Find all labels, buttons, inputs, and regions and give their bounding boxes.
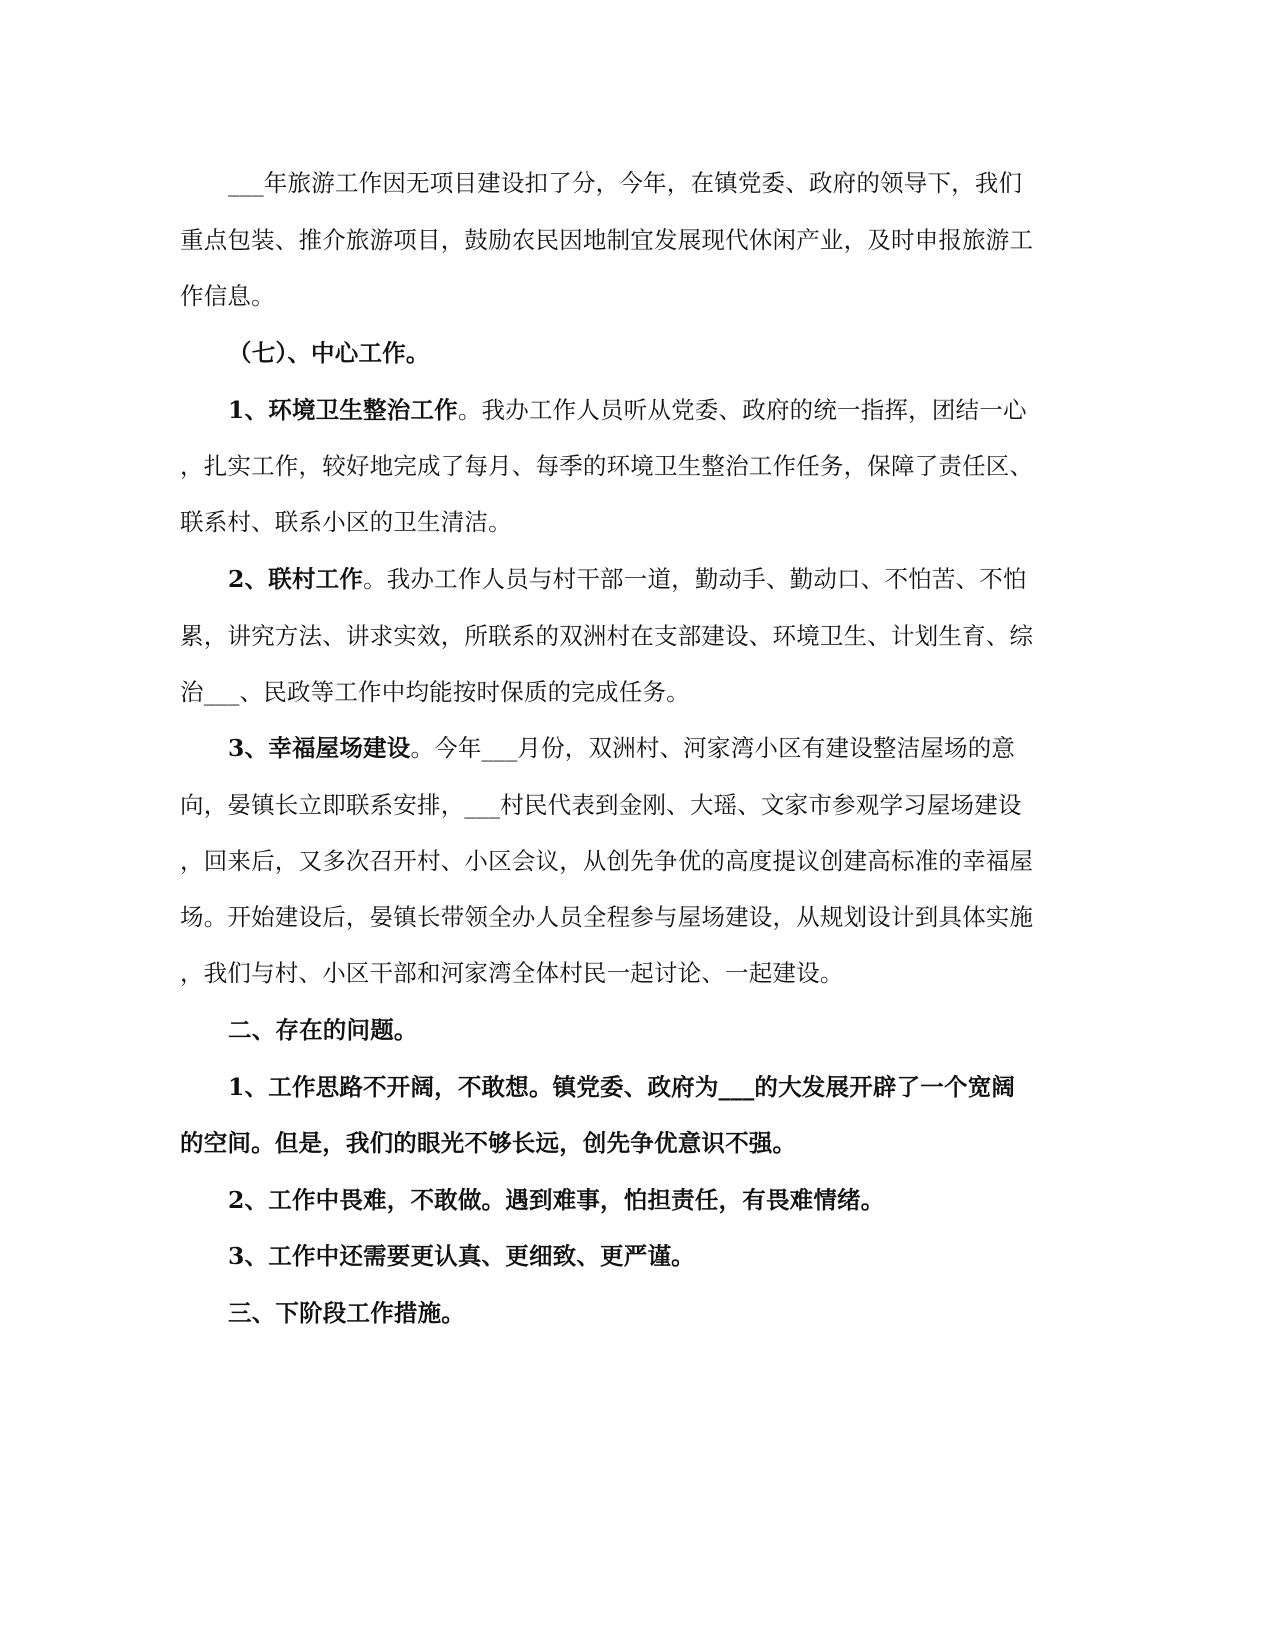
text-line (228, 1298, 465, 1328)
bold-text: 3、幸福屋场建设 (228, 734, 411, 762)
text-line (180, 225, 1033, 255)
body-text: 。今年___月份，双洲村、河家湾小区有建设整洁屋场的意 (410, 734, 1016, 762)
text-line (180, 451, 1033, 481)
text-line (228, 733, 1015, 763)
text-line (228, 1185, 884, 1215)
bold-text: （七）、中心工作。 (228, 339, 430, 367)
text-line (180, 958, 844, 988)
body-text: 治___、民政等工作中均能按时保质的完成任务。 (180, 678, 690, 706)
body-text: 累，讲究方法、讲求实效，所联系的双洲村在支部建设、环境卫生、计划生育、综 (180, 622, 1034, 650)
body-text: 向，晏镇长立即联系安排，___村民代表到金刚、大瑶、文家市参观学习屋场建设 (180, 791, 1022, 819)
body-text: ，我们与村、小区干部和河家湾全体村民一起讨论、一起建设。 (180, 959, 844, 987)
body-text: 场。开始建设后，晏镇长带领全办人员全程参与屋场建设，从规划设计到具体实施 (180, 903, 1034, 931)
text-line (180, 281, 275, 311)
bold-text: 2、联村工作 (228, 565, 364, 593)
text-line (228, 1015, 418, 1045)
bold-text: 1、工作思路不开阔，不敢想。镇党委、政府为___的大发展开辟了一个宽阔 (228, 1073, 1016, 1101)
text-line (228, 338, 430, 368)
text-line (228, 395, 1027, 425)
body-text: 。我办工作人员听从党委、政府的统一指挥，团结一心 (457, 396, 1027, 424)
text-line (180, 902, 1033, 932)
body-text: 联系村、联系小区的卫生清洁。 (180, 508, 512, 536)
text-line (228, 1241, 695, 1271)
text-line (228, 564, 1027, 594)
text-line (180, 677, 690, 707)
body-text: ___年旅游工作因无项目建设扣了分，今年，在镇党委、政府的领导下，我们 (228, 169, 1023, 197)
bold-text: 1、环境卫生整治工作 (228, 396, 458, 424)
body-text: 重点包装、推介旅游项目，鼓励农民因地制宜发展现代休闲产业，及时申报旅游工 (180, 226, 1034, 254)
bold-text: 2、工作中畏难，不敢做。遇到难事，怕担责任，有畏难情绪。 (228, 1186, 885, 1214)
text-line (180, 621, 1033, 651)
bold-text: 二、存在的问题。 (228, 1016, 418, 1044)
bold-text: 三、下阶段工作措施。 (228, 1299, 465, 1327)
body-text: ，回来后，又多次召开村、小区会议，从创先争优的高度提议创建高标准的幸福屋 (180, 847, 1034, 875)
bold-text: 3、工作中还需要更认真、更细致、更严谨。 (228, 1242, 695, 1270)
body-text: 作信息。 (180, 282, 275, 310)
bold-text: 的空间。但是，我们的眼光不够长远，创先争优意识不强。 (180, 1129, 797, 1157)
text-line (228, 1072, 1015, 1102)
text-line (180, 846, 1033, 876)
body-text: 。我办工作人员与村干部一道，勤动手、勤动口、不怕苦、不怕 (363, 565, 1027, 593)
text-line (180, 790, 1022, 820)
text-line (180, 1128, 796, 1158)
text-line (180, 507, 512, 537)
body-text: ，扎实工作，较好地完成了每月、每季的环境卫生整治工作任务，保障了责任区、 (180, 452, 1034, 480)
text-line (228, 168, 1022, 198)
